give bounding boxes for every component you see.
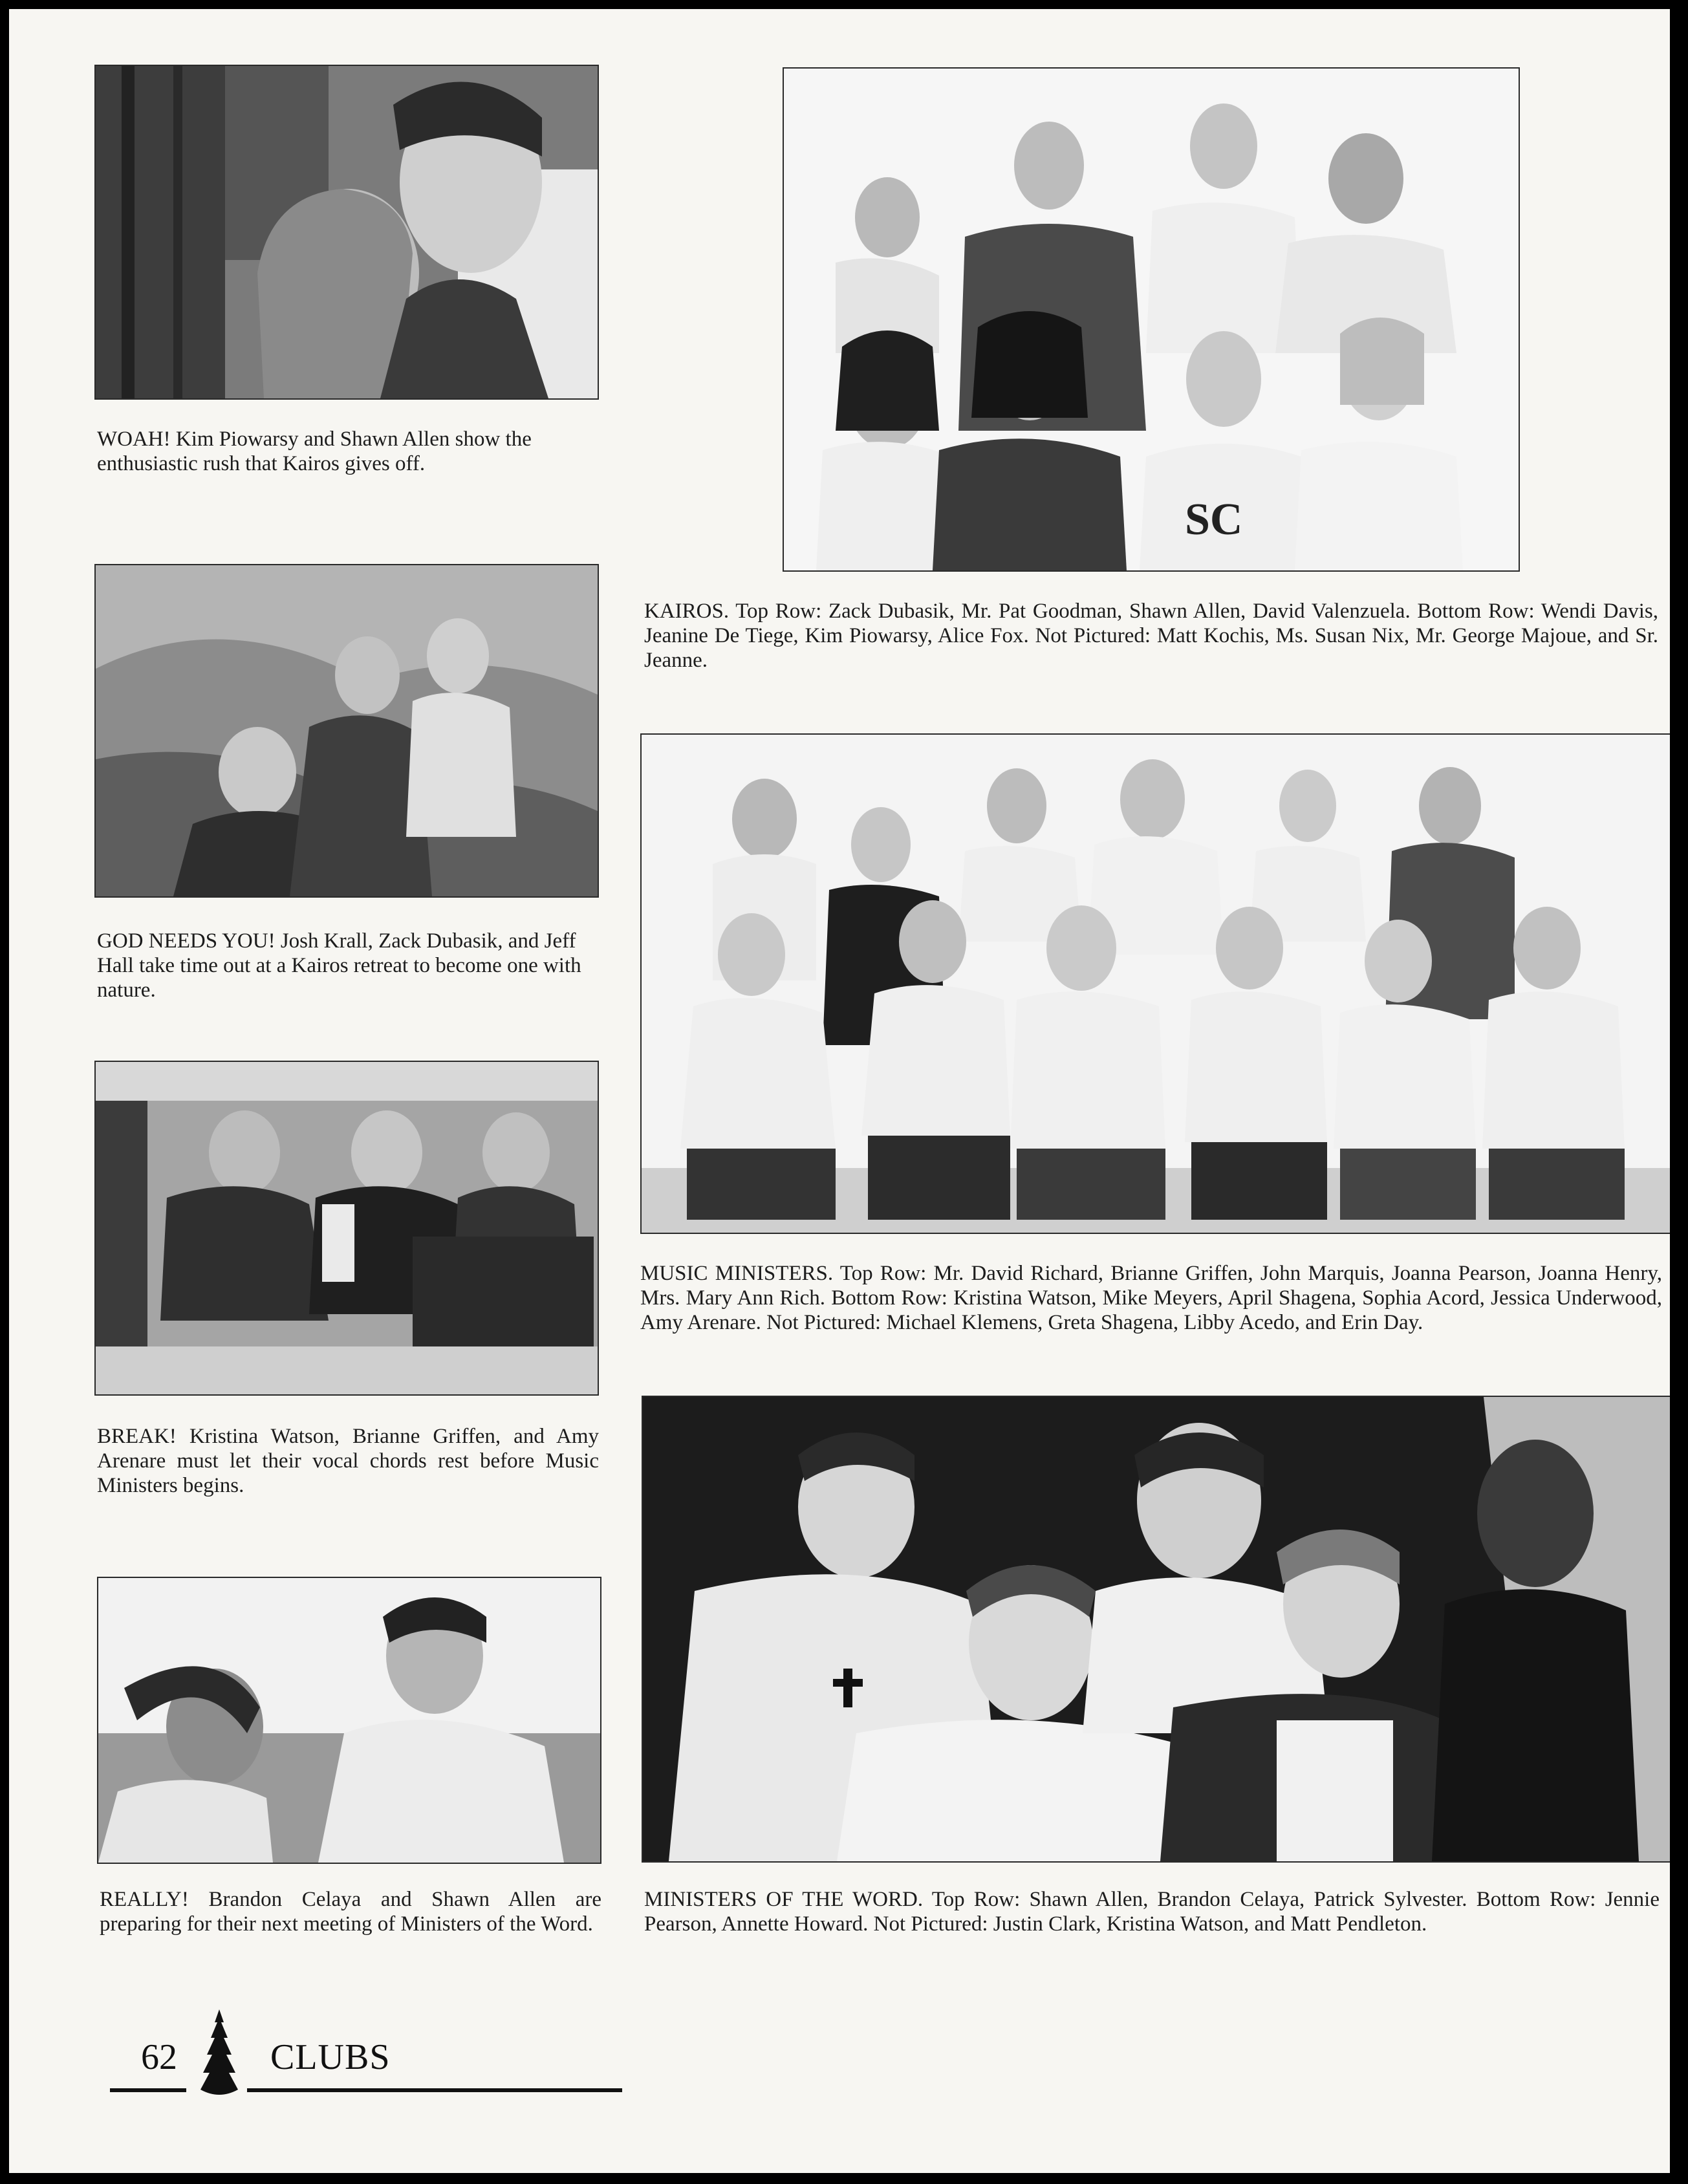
caption-really: REALLY! Brandon Celaya and Shawn Allen are preparing for their next meeting of Ministers of the Word. (100, 1888, 601, 1936)
caption-music-ministers: MUSIC MINISTERS. Top Row: Mr. David Richard, Brianne Griffen, John Marquis, Joanna Pearson, Joanna Henry, Mrs. Mary Ann Rich. Bottom Row: Kristina Watson, Mike Meyers, April Shagena, Sophia Acord, Jessica Underwood, Amy Arenare. Not Pictured: Michael Klemens, Greta Shagena, Libby Acedo, and Erin Day. (640, 1262, 1662, 1334)
photo-music-ministers (640, 733, 1670, 1234)
photo-really (97, 1577, 601, 1864)
svg-text:SC: SC (1185, 495, 1243, 545)
photo-ministers-of-the-word (642, 1396, 1670, 1863)
photo-kairos (783, 67, 1520, 572)
photo-god-needs-you (94, 564, 599, 898)
caption-kairos: KAIROS. Top Row: Zack Dubasik, Mr. Pat Goodman, Shawn Allen, David Valenzuela. Bottom Row: Wendi Davis, Jeanine De Tiege, Kim Piowarsy, Alice Fox. Not Pictured: Matt Kochis, Ms. Susan Nix, Mr. George Majoue, and Sr. Jeanne. (644, 600, 1658, 672)
caption-god-needs-you: GOD NEEDS YOU! Josh Krall, Zack Dubasik, and Jeff Hall take time out at a Kairos retreat to become one with nature. (97, 929, 581, 1002)
yearbook-page (9, 9, 1670, 2173)
page-number: 62 (141, 2037, 177, 2077)
page-folio (102, 2004, 626, 2088)
pine-tree-icon (198, 2009, 241, 2100)
photo-woah (94, 65, 599, 400)
section-title: CLUBS (270, 2037, 391, 2077)
photo-break (94, 1061, 599, 1396)
footer-rule-right (247, 2088, 622, 2092)
caption-woah: WOAH! Kim Piowarsy and Shawn Allen show the enthusiastic rush that Kairos gives off. (97, 427, 532, 475)
caption-ministers-of-the-word: MINISTERS OF THE WORD. Top Row: Shawn Allen, Brandon Celaya, Patrick Sylvester. Bottom Row: Jennie Pearson, Annette Howard. Not Pictured: Justin Clark, Kristina Watson, and Matt Pendleton. (644, 1888, 1660, 1936)
caption-break: BREAK! Kristina Watson, Brianne Griffen, and Amy Arenare must let their vocal chords rest before Music Ministers begins. (97, 1425, 599, 1497)
footer-rule-left (110, 2088, 186, 2092)
